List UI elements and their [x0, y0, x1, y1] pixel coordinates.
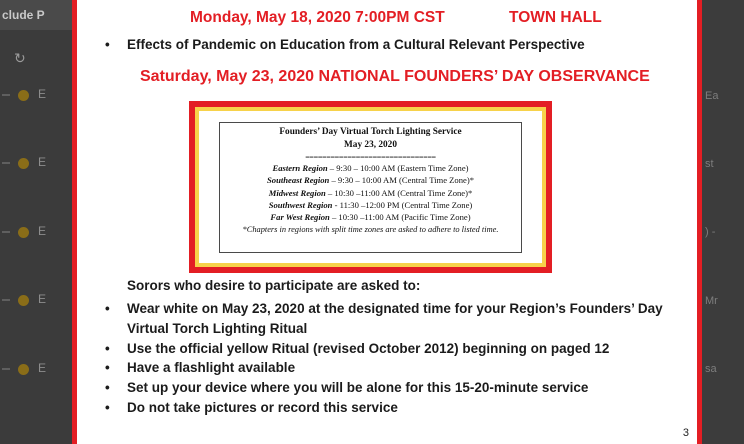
instruction-text: Use the official yellow Ritual (revised October 2012) beginning on paged 12	[127, 340, 610, 356]
dash-icon	[2, 368, 10, 370]
refresh-icon: ↻	[14, 50, 26, 66]
background-list-item	[0, 355, 72, 385]
region-name: Midwest Region	[268, 187, 326, 198]
region-time: – 10:30 –11:00 AM (Central Time Zone)*	[325, 187, 473, 198]
status-dot-icon	[18, 158, 29, 169]
dash-icon	[2, 299, 10, 301]
region-row	[224, 174, 517, 186]
background-list-item	[0, 218, 72, 248]
instruction-text: Wear white on May 23, 2020 at the designated time for your Region’s Founders’ Day Virtual Torch Lighting Ritual	[127, 301, 663, 336]
list-item-label: E	[38, 292, 47, 306]
instruction-item	[105, 358, 695, 378]
instruction-item	[105, 378, 695, 398]
instruction-item	[105, 398, 695, 418]
schedule-frame	[189, 101, 552, 273]
bullet-icon: •	[105, 340, 110, 356]
bullet-icon: •	[105, 360, 110, 376]
town-hall-topic	[105, 37, 585, 52]
region-row	[224, 211, 517, 223]
town-hall-date: Monday, May 18, 2020 7:00PM CST	[190, 9, 445, 26]
status-dot-icon	[18, 364, 29, 375]
background-list-item	[0, 286, 72, 316]
region-row	[224, 199, 517, 211]
list-item-label: E	[38, 87, 47, 101]
document-page	[72, 0, 702, 444]
region-time: – 10:30 –11:00 AM (Pacific Time Zone)	[329, 212, 471, 223]
instruction-item	[105, 339, 695, 359]
status-dot-icon	[18, 295, 29, 306]
region-time: - 11:30 –12:00 PM (Central Time Zone)	[332, 199, 473, 210]
bullet-icon: •	[105, 301, 110, 316]
status-dot-icon	[18, 227, 29, 238]
dash-icon	[2, 94, 10, 96]
dash-icon	[2, 231, 10, 233]
region-row	[224, 162, 517, 174]
schedule-note: *Chapters in regions with split time zones are asked to adhere to listed time.	[242, 225, 499, 235]
instructions-list	[105, 299, 695, 418]
instruction-text: Have a flashlight available	[127, 360, 296, 376]
background-list-item	[0, 81, 72, 111]
background-text-fragment: Ea	[705, 90, 719, 102]
schedule-frame-content	[199, 111, 542, 263]
background-text-fragment: st	[705, 158, 714, 170]
list-item-label: E	[38, 224, 47, 238]
background-right-panel	[702, 0, 744, 444]
region-row	[224, 187, 517, 199]
region-name: Eastern Region	[272, 163, 328, 173]
background-text-fragment: Mr	[705, 295, 718, 307]
background-left-panel	[0, 0, 72, 444]
town-hall-label: TOWN HALL	[509, 9, 602, 26]
region-name: Southwest Region	[268, 199, 333, 210]
bullet-icon: •	[105, 399, 110, 415]
founders-day-heading: Saturday, May 23, 2020 NATIONAL FOUNDERS’ DAY OBSERVANCE	[140, 68, 650, 85]
region-time: – 9:30 – 10:00 AM (Central Time Zone)*	[329, 175, 474, 186]
region-name: Southeast Region	[267, 175, 330, 186]
background-text-fragment: sa	[705, 363, 717, 375]
region-name: Far West Region	[270, 212, 330, 223]
schedule-date: May 23, 2020	[344, 140, 397, 150]
background-text-fragment: ) -	[705, 226, 716, 238]
dash-icon	[2, 162, 10, 164]
bullet-icon: •	[105, 380, 110, 396]
instruction-item	[105, 299, 695, 339]
background-tab: clude P	[0, 0, 72, 30]
page-number: 3	[682, 427, 689, 439]
instruction-text: Set up your device where you will be alone for this 15-20-minute service	[127, 380, 589, 396]
background-list-item	[0, 149, 72, 179]
bullet-icon: •	[105, 37, 110, 52]
schedule-title: Founders’ Day Virtual Torch Lighting Service	[279, 127, 462, 137]
region-time: – 9:30 – 10:00 AM (Eastern Time Zone)	[327, 163, 469, 173]
town-hall-topic-text: Effects of Pandemic on Education from a Cultural Relevant Perspective	[127, 37, 585, 52]
schedule-separator: ===============================	[305, 153, 436, 162]
instructions-intro: Sorors who desire to participate are asked to:	[127, 278, 421, 293]
schedule-box	[219, 122, 522, 253]
schedule-frame-inner	[195, 107, 546, 267]
list-item-label: E	[38, 155, 47, 169]
status-dot-icon	[18, 90, 29, 101]
list-item-label: E	[38, 361, 47, 375]
instruction-text: Do not take pictures or record this service	[127, 399, 398, 415]
